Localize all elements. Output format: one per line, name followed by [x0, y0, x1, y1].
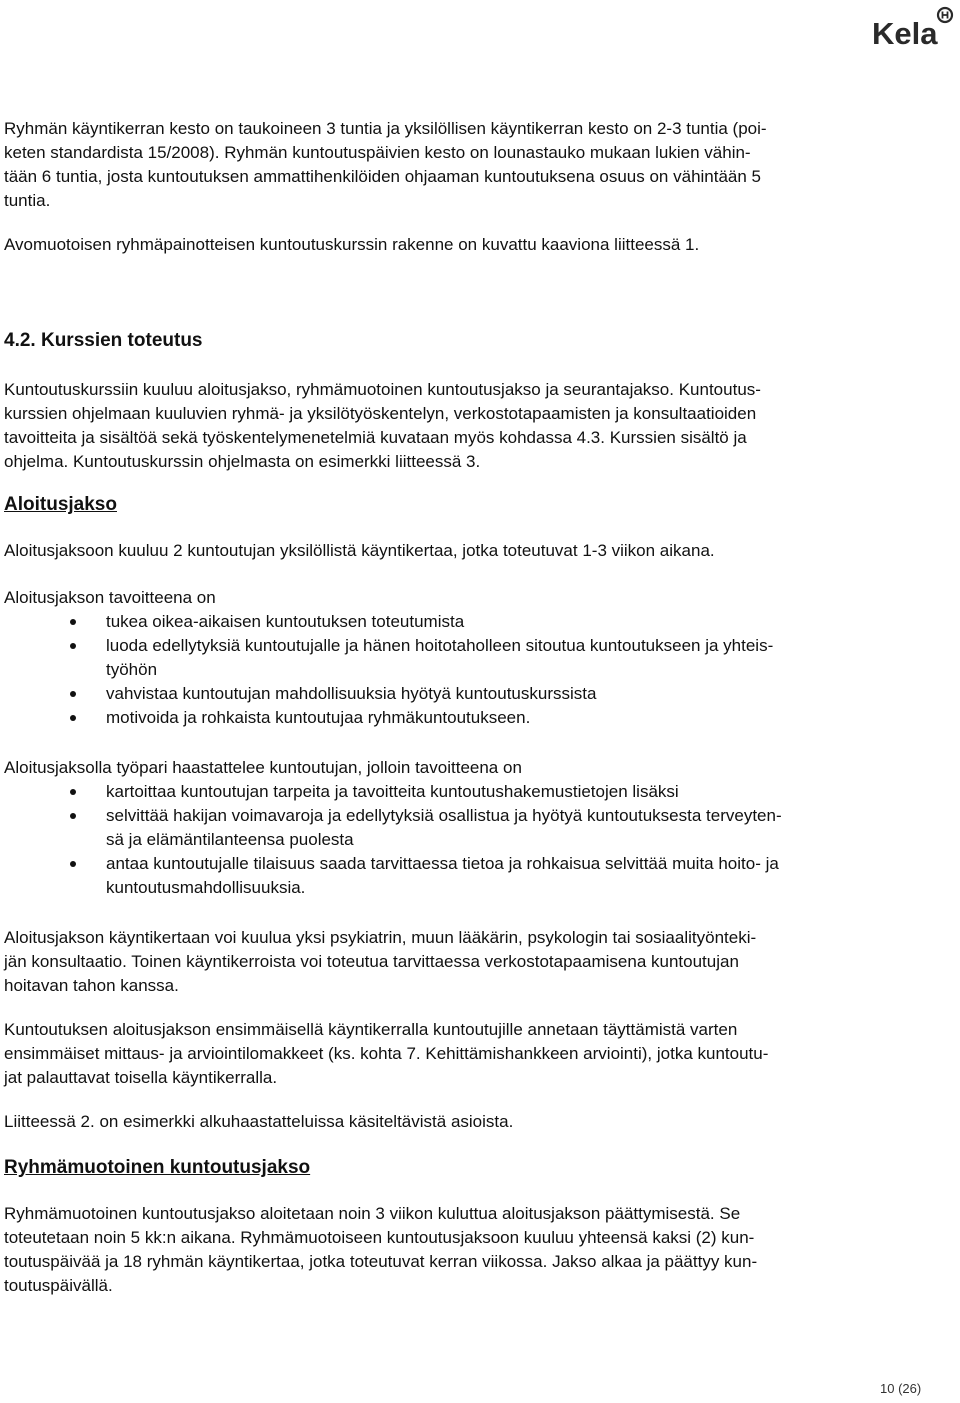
list-item: luoda edellytyksiä kuntoutujalle ja hänen hoitotaholleen sitoutua kuntoutukseen ja yhteis- työhön: [0, 634, 952, 682]
list-item: antaa kuntoutujalle tilaisuus saada tarvittaessa tietoa ja rohkaisua selvittää muita hoito- ja kuntoutusmahdollisuuksia.: [0, 852, 952, 900]
paragraph-structure-reference: [4, 233, 952, 257]
list-item: motivoida ja rohkaista kuntoutujaa ryhmäkuntoutukseen.: [0, 706, 952, 730]
text-line: Kuntoutuskurssiin kuuluu aloitusjakso, ryhmämuotoinen kuntoutusjakso ja seurantajakso. Kuntoutus-: [4, 380, 761, 399]
text-line: ohjelma. Kuntoutuskurssin ohjelmasta on esimerkki liitteessä 3.: [4, 452, 481, 471]
text-line: toteutetaan noin 5 kk:n aikana. Ryhmämuotoiseen kuntoutusjaksoon kuuluu yhteensä kaksi (2) kun-: [4, 1228, 755, 1247]
bullet-icon: [70, 715, 76, 721]
section-heading-kurssien-toteutus: 4.2. Kurssien toteutus: [4, 330, 203, 351]
bullet-icon: [70, 691, 76, 697]
text-line: Ryhmämuotoinen kuntoutusjakso aloitetaan noin 3 viikon kuluttua aloitusjakson päättymisestä. Se: [4, 1204, 741, 1223]
bullet-icon: [70, 643, 76, 649]
text-line: Ryhmän käyntikerran kesto on taukoineen 3 tuntia ja yksilöllisen käyntikerran kesto on 2-3 tuntia (poi-: [4, 119, 767, 138]
heading-ryhmamuotoinen-kuntoutusjakso: Ryhmämuotoinen kuntoutusjakso: [4, 1157, 311, 1178]
page-number: 10 (26): [880, 1381, 922, 1396]
interview-goals-list: [0, 780, 952, 900]
text-line: Avomuotoisen ryhmäpainotteisen kuntoutuskurssin rakenne on kuvattu kaaviona liitteessä 1.: [4, 235, 700, 254]
paragraph-group-phase: [4, 1202, 952, 1298]
kela-logo: [868, 6, 958, 50]
text-line: jän konsultaatio. Toinen käyntikerroista voi toteutua tarvittaessa verkostotapaamisena kuntoutujan: [4, 952, 739, 971]
text-line: tavoitteita ja sisältöä sekä työskentelymenetelmiä kuvataan myös kohdassa 4.3. Kurssien sisältö ja: [4, 428, 747, 447]
paragraph-visit-duration: [4, 117, 952, 213]
bullet-icon: [70, 861, 76, 867]
text-line: Aloitusjaksolla työpari haastattelee kuntoutujan, jolloin tavoitteena on: [4, 758, 522, 777]
text-line: toutuspäivällä.: [4, 1276, 113, 1295]
text-line: jat palauttavat toisella käyntikerralla.: [4, 1068, 278, 1087]
text-line: Aloitusjakson tavoitteena on: [4, 588, 216, 607]
text-line: Kuntoutuksen aloitusjakson ensimmäisellä käyntikerralla kuntoutujille annetaan täyttämistä varten: [4, 1020, 738, 1039]
text-line: tään 6 tuntia, josta kuntoutuksen ammattihenkilöiden ohjaaman kuntoutuksena osuus on vähintään 5: [4, 167, 762, 186]
bullet-icon: [70, 789, 76, 795]
heading-aloitusjakso: Aloitusjakso: [4, 494, 117, 515]
paragraph-course-phases: [4, 378, 952, 474]
text-line: keten standardista 15/2008). Ryhmän kuntoutuspäivien kesto on lounastauko mukaan lukien vähin-: [4, 143, 751, 162]
paragraph-aloitusjakso-visits: [4, 539, 952, 563]
list-item: vahvistaa kuntoutujan mahdollisuuksia hyötyä kuntoutuskurssista: [0, 682, 952, 706]
list-item: selvittää hakijan voimavaroja ja edellytyksiä osallistua ja hyötyä kuntoutuksesta terveyten- sä ja elämäntilanteensa puolesta: [0, 804, 952, 852]
list-item: kartoittaa kuntoutujan tarpeita ja tavoitteita kuntoutushakemustietojen lisäksi: [0, 780, 952, 804]
kela-logo-text: Kela: [872, 16, 938, 50]
text-line: Liitteessä 2. on esimerkki alkuhaastatteluissa käsiteltävistä asioista.: [4, 1112, 514, 1131]
paragraph-aloitusjakso-goal-intro: [4, 586, 952, 610]
bullet-icon: [70, 619, 76, 625]
paragraph-forms: [4, 1018, 952, 1090]
text-line: kurssien ohjelmaan kuuluvien ryhmä- ja yksilötyöskentelyn, verkostotapaamisten ja konsultaatioiden: [4, 404, 757, 423]
paragraph-consultation: [4, 926, 952, 998]
text-line: Aloitusjaksoon kuuluu 2 kuntoutujan yksilöllistä käyntikertaa, jotka toteutuvat 1-3 viikon aikana.: [4, 541, 715, 560]
text-line: toutuspäivää ja 18 ryhmän käyntikertaa, jotka toteutuvat kerran viikossa. Jakso alkaa ja päättyy kun-: [4, 1252, 758, 1271]
paragraph-appendix-2: [4, 1110, 952, 1134]
bullet-icon: [70, 813, 76, 819]
list-item: tukea oikea-aikaisen kuntoutuksen toteutumista: [0, 610, 952, 634]
text-line: hoitavan tahon kanssa.: [4, 976, 179, 995]
text-line: Aloitusjakson käyntikertaan voi kuulua yksi psykiatrin, muun lääkärin, psykologin tai sosiaalityöntеki-: [4, 928, 757, 947]
paragraph-interview-intro: [4, 756, 952, 780]
aloitusjakso-goals-list: [0, 610, 952, 730]
text-line: ensimmäiset mittaus- ja arviointilomakkeet (ks. kohta 7. Kehittämishankkeen arviointi), jotka kuntoutu-: [4, 1044, 769, 1063]
text-line: tuntia.: [4, 191, 51, 210]
